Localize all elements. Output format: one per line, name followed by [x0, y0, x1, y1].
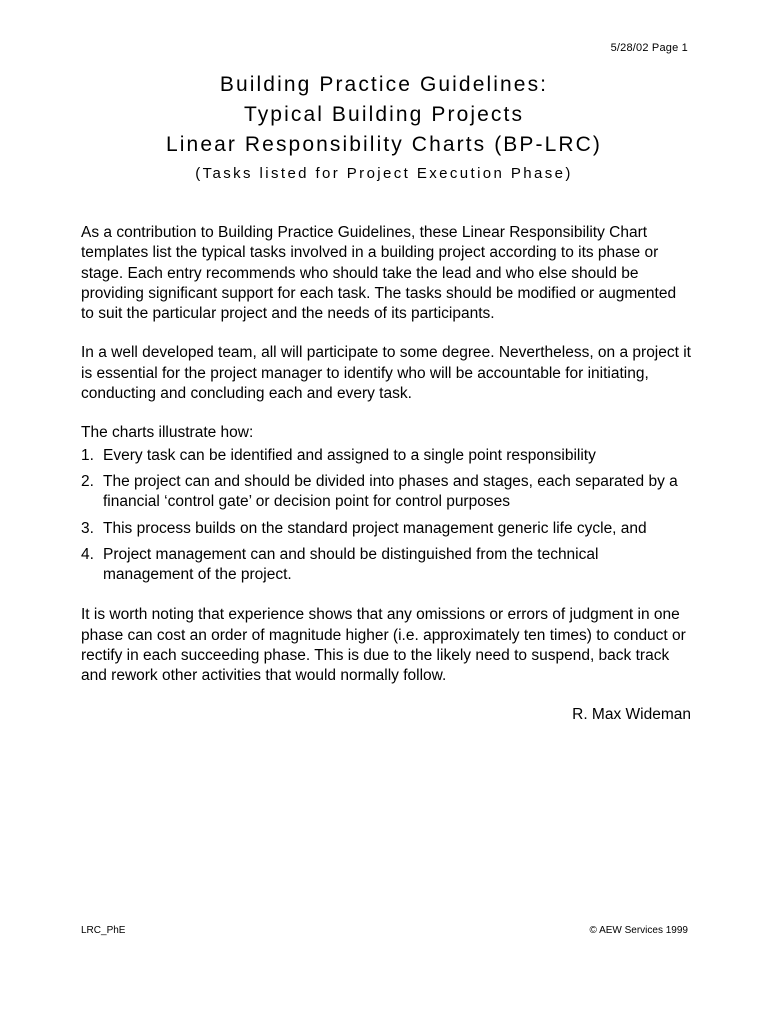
list-item-text: This process builds on the standard project management generic life cycle, and [103, 519, 647, 537]
title-block [0, 70, 768, 186]
list-item-number: 1. [81, 446, 94, 464]
footer-copyright: © AEW Services 1999 [589, 925, 688, 936]
header-date-page: 5/28/02 Page 1 [610, 42, 688, 54]
title-line-3: Linear Responsibility Charts (BP-LRC) [166, 133, 602, 156]
list-item [81, 446, 691, 466]
charts-intro: The charts illustrate how: [81, 424, 254, 442]
list-item [81, 519, 691, 539]
list-item-number: 4. [81, 545, 94, 563]
list-item-number: 3. [81, 519, 94, 537]
list-item-number: 2. [81, 472, 94, 490]
paragraph-team: In a well developed team, all will participate to some degree. Nevertheless, on a project it is essential for the project manager to identify who will be accountable for initiating, conducting and concluding each and every task. [81, 344, 691, 403]
list-item-text: Every task can be identified and assigned to a single point responsibility [103, 446, 596, 464]
title-line-2: Typical Building Projects [243, 103, 525, 126]
list-item-text: Project management can and should be distinguished from the technical management of the project. [103, 545, 599, 584]
title-line-1: Building Practice Guidelines: [219, 73, 549, 96]
list-item-text: The project can and should be divided into phases and stages, each separated by a financial ‘control gate’ or decision point for control purposes [103, 472, 678, 511]
charts-list [81, 446, 691, 586]
list-item [81, 545, 691, 586]
signature: R. Max Wideman [572, 705, 691, 723]
paragraph-judgment: It is worth noting that experience shows that any omissions or errors of judgment in one phase can cost an order of magnitude higher (i.e. approximately ten times) to conduct or rectify in each succeeding phase. This is due to the likely need to suspend, back track and rework other activities that would normally follow. [81, 606, 686, 685]
paragraph-intro: As a contribution to Building Practice Guidelines, these Linear Responsibility Chart templates list the typical tasks involved in a building project according to its phase or stage. Each entry recommends who should take the lead and who else should be providing significant support for each task. The tasks should be modified or augmented to suit the particular project and the needs of its participants. [81, 224, 677, 323]
footer-file-name: LRC_PhE [81, 925, 126, 936]
body-text [81, 223, 691, 725]
list-item [81, 472, 691, 513]
subtitle: (Tasks listed for Project Execution Phase) [195, 165, 573, 182]
